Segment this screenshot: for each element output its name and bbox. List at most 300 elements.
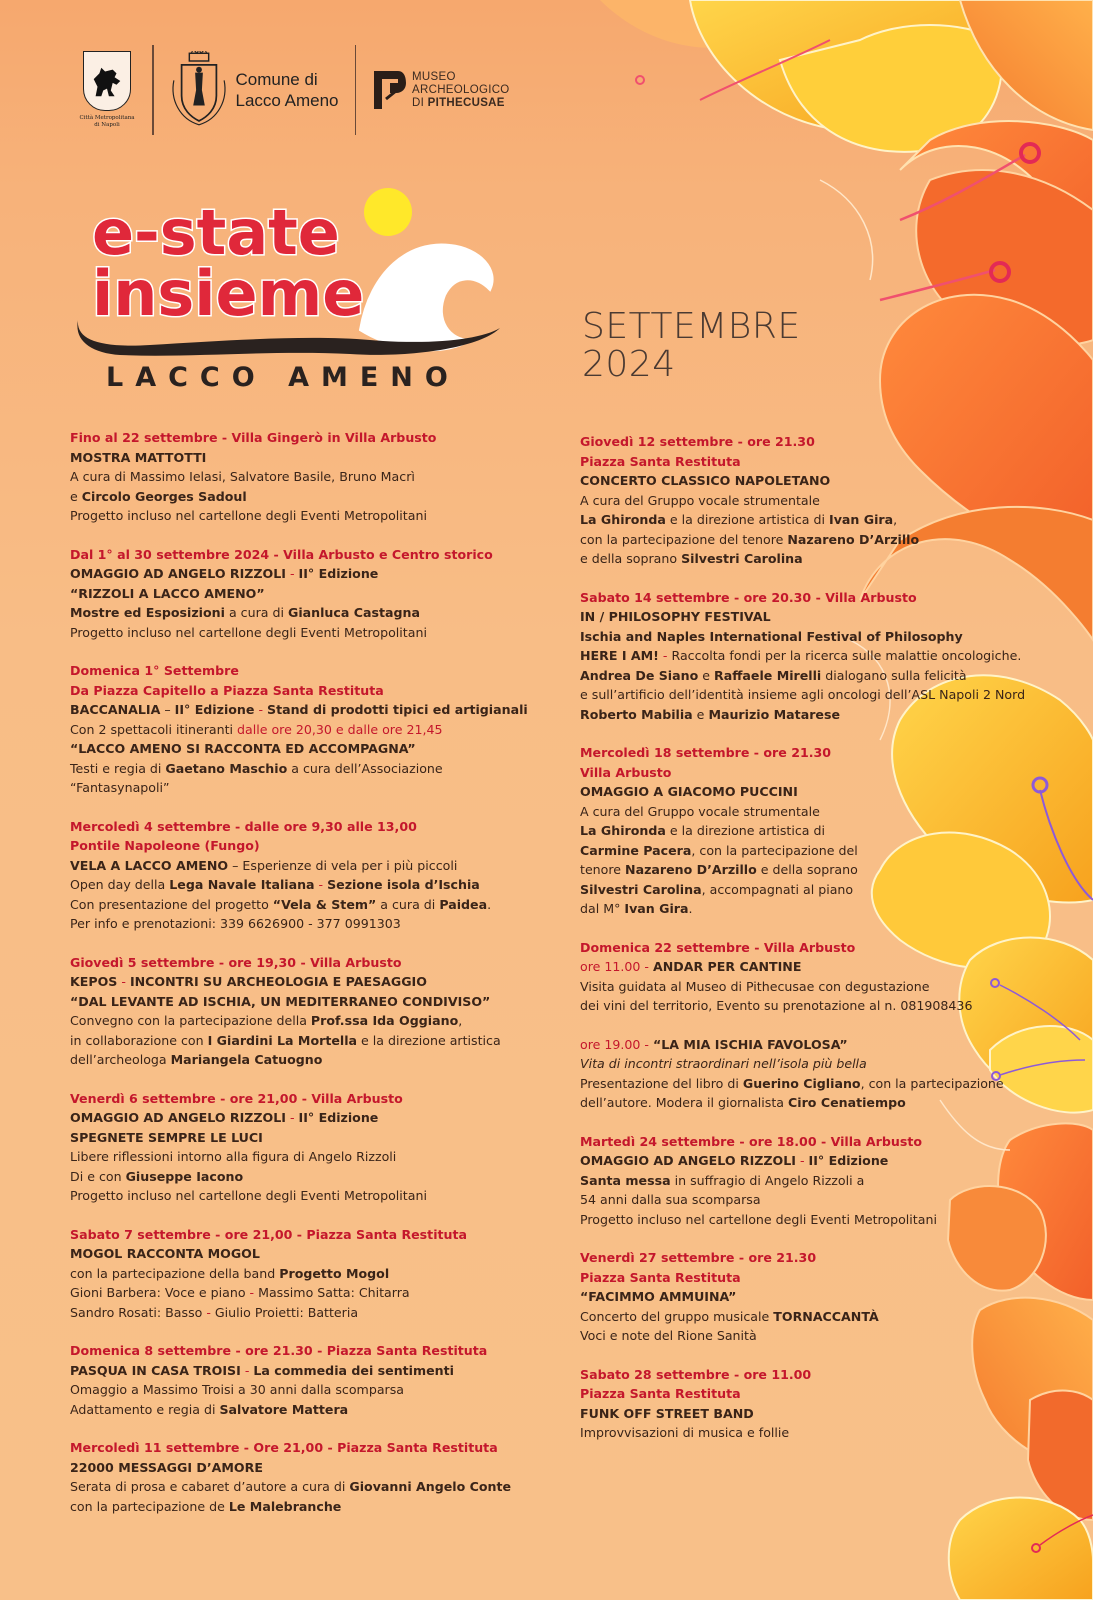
event-line (70, 1303, 550, 1323)
event-line (580, 685, 1050, 705)
event-text: in collaborazione con (70, 1032, 208, 1048)
event-text: Pontile Napoleone (Fungo) (70, 838, 260, 853)
event-text: , con la partecipazione del (691, 842, 858, 858)
month-year: 2024 (582, 344, 676, 385)
event-line (580, 646, 1050, 666)
event-text: Domenica 1° Settembre (70, 663, 239, 678)
event-block (580, 1248, 1050, 1346)
event-text: dell’archeologa (70, 1052, 171, 1067)
museo-line2: ARCHEOLOGICO (412, 83, 510, 96)
event-text: Vita di incontri straordinari nell’isola più bella (580, 1056, 867, 1071)
horse-icon (83, 51, 131, 111)
event-header (70, 545, 550, 565)
event-text: Dal 1° al 30 settembre 2024 (70, 546, 270, 562)
event-header (580, 938, 1050, 958)
event-block (580, 1035, 1050, 1113)
event-text: Nazareno D’Arzillo (625, 862, 757, 877)
event-text: La commedia dei sentimenti (253, 1362, 454, 1378)
event-text: Voci e note del Rione Sanità (580, 1328, 757, 1343)
event-text: ore 21,00 (229, 1090, 298, 1106)
event-text: Libere riflessioni intorno alla figura di Angelo Rizzoli (70, 1149, 397, 1164)
event-text: ore 20.30 (743, 589, 812, 605)
event-text: Fino al 22 settembre (70, 430, 218, 445)
event-line (70, 1031, 550, 1051)
event-text: - (231, 1343, 246, 1358)
event-text: IN / PHILOSOPHY FESTIVAL (580, 609, 771, 624)
event-text: Villa Gingerò in Villa Arbusto (231, 430, 437, 445)
event-text: La Ghironda (580, 823, 666, 838)
event-text: PASQUA IN CASA TROISI (70, 1362, 241, 1378)
event-text: Venerdì 6 settembre (70, 1090, 216, 1106)
event-line (580, 782, 1050, 802)
event-line (70, 603, 550, 623)
museo-line3: DI PITHECUSAE (412, 96, 505, 109)
event-text: Villa Arbusto (310, 954, 402, 970)
event-text: OMAGGIO A GIACOMO PUCCINI (580, 784, 798, 799)
event-line (70, 681, 550, 701)
event-line (70, 467, 550, 487)
event-text: ore 21.30 (763, 745, 832, 760)
event-text: ore 19,30 (228, 954, 297, 970)
event-text: Giovedì 5 settembre (70, 954, 215, 970)
event-line (70, 1186, 550, 1206)
event-text: - (240, 1362, 254, 1378)
event-text: Giuseppe Iacono (125, 1168, 244, 1184)
event-header (580, 1248, 1050, 1268)
event-text: Piazza Santa Restituta (580, 453, 741, 469)
museo-logo (372, 69, 510, 111)
event-text: Open day della (70, 877, 170, 892)
event-line (70, 856, 550, 876)
event-line (70, 914, 550, 934)
event-text: , accompagnati al piano (701, 881, 854, 897)
museo-mark-icon (372, 69, 406, 111)
event-text: a cura di (376, 896, 440, 912)
event-text: , (893, 512, 898, 527)
month-name: SETTEMBRE (582, 306, 801, 347)
event-text: Progetto incluso nel cartellone degli Eventi Metropolitani (70, 1188, 427, 1203)
event-text: - (214, 954, 229, 970)
divider (355, 45, 357, 135)
event-line (70, 584, 550, 604)
event-text: Mostre ed Esposizioni (70, 605, 225, 620)
event-text: Lega Navale Italiana (169, 877, 315, 892)
event-text: Progetto incluso nel cartellone degli Eventi Metropolitani (580, 1211, 937, 1227)
event-text: - (734, 1250, 749, 1265)
event-block (70, 428, 550, 526)
event-text: dell’autore. Modera il giornalista (580, 1095, 789, 1110)
event-text: - (658, 648, 672, 663)
event-text: Villa Arbusto (580, 764, 672, 780)
event-text: . (688, 901, 693, 916)
event-text: VELA A LACCO AMENO (70, 857, 229, 873)
event-text: Giovedì 12 settembre (580, 434, 734, 449)
event-text: - (749, 939, 764, 955)
event-line (580, 1151, 1050, 1171)
event-header (70, 1225, 550, 1245)
event-line (70, 564, 550, 584)
event-text: Prof.ssa Ida Oggiano (310, 1013, 459, 1028)
event-text: Maurizio Matarese (708, 706, 840, 722)
event-block (70, 1341, 550, 1419)
event-text: - (729, 589, 744, 605)
event-line (70, 506, 550, 526)
event-text: 22000 MESSAGGI D’AMORE (70, 1459, 263, 1475)
event-block (580, 432, 1050, 569)
event-text: Visita guidata al Museo di Pithecusae con degustazione (580, 978, 930, 994)
event-text: - (230, 818, 245, 834)
event-line (70, 1477, 550, 1497)
event-line (70, 700, 550, 720)
event-text: OMAGGIO AD ANGELO RIZZOLI (70, 566, 286, 581)
event-line (580, 1384, 1050, 1404)
event-text: “LACCO AMENO SI RACCONTA ED ACCOMPAGNA” (70, 741, 416, 756)
event-text: Adattamento e regia di (70, 1401, 220, 1417)
event-text: ore 11.00 (743, 1366, 812, 1382)
event-text: Sezione isola d’Ischia (327, 877, 480, 892)
event-text: II° Edizione (298, 566, 379, 581)
event-text: e la direzione artistica (357, 1032, 501, 1048)
event-text: , (458, 1013, 463, 1028)
event-text: ore 21,00 (224, 1226, 293, 1242)
event-text: Silvestri Carolina (580, 881, 702, 897)
event-text: Gioni Barbera: Voce e piano (70, 1285, 246, 1300)
event-text: “FACIMMO AMMUINA” (580, 1289, 737, 1304)
event-text: II° Edizione (174, 702, 255, 717)
event-text: - (215, 1090, 230, 1106)
event-text: Silvestri Carolina (681, 551, 803, 566)
event-text: - (733, 434, 748, 449)
event-text: - (210, 1226, 225, 1242)
event-text: Salvatore Mattera (219, 1401, 349, 1417)
event-line (580, 1171, 1050, 1191)
header-logos (78, 40, 510, 140)
event-text: ore 21.30 (245, 1343, 313, 1358)
event-line (580, 510, 1050, 530)
event-line (70, 1283, 550, 1303)
event-header (580, 1365, 1050, 1385)
event-text: CONCERTO CLASSICO NAPOLETANO (580, 473, 831, 488)
event-text: - (734, 1133, 749, 1149)
event-text: Raffaele Mirelli (714, 667, 822, 683)
event-text: e della soprano (756, 862, 858, 877)
event-line (70, 1128, 550, 1148)
event-header (70, 661, 550, 681)
event-text: Gianluca Castagna (287, 605, 420, 620)
event-text: Ivan Gira (829, 512, 894, 527)
event-line (580, 1404, 1050, 1424)
event-line (70, 1050, 550, 1070)
event-text: - (314, 877, 328, 892)
event-line (70, 759, 550, 779)
event-text: Carmine Pacera (580, 842, 692, 858)
event-text: e (692, 706, 709, 722)
event-text: tenore (580, 862, 626, 877)
event-text: - (292, 1226, 307, 1242)
event-text: - (640, 1036, 653, 1052)
event-line (580, 1093, 1050, 1113)
event-text: SPEGNETE SEMPRE LE LUCI (70, 1129, 263, 1145)
event-text: “RIZZOLI A LACCO AMENO” (70, 585, 265, 601)
event-text: MOSTRA MATTOTTI (70, 449, 207, 465)
event-text: Villa Arbusto (825, 589, 917, 605)
event-line (580, 1307, 1050, 1327)
event-line (70, 1400, 550, 1420)
event-line (70, 895, 550, 915)
event-block (70, 953, 550, 1070)
event-text: - (239, 1440, 254, 1455)
event-text: Progetto incluso nel cartellone degli Eventi Metropolitani (70, 508, 427, 523)
event-line (70, 778, 550, 798)
event-text: – (160, 702, 175, 717)
event-text: con la partecipazione de (70, 1498, 229, 1514)
event-text: “Vela & Stem” (272, 896, 377, 912)
event-block (70, 1089, 550, 1206)
event-text: dialogano sulla felicità (821, 667, 967, 683)
event-block (70, 661, 550, 798)
event-text: Le Malebranche (228, 1498, 342, 1514)
event-text: Villa Arbusto e Centro storico (283, 546, 493, 562)
event-line (580, 802, 1050, 822)
event-text: Mercoledì 11 settembre (70, 1440, 240, 1455)
event-text: Domenica 8 settembre (70, 1343, 232, 1358)
event-text: - (795, 1153, 809, 1168)
metro-caption: Città Metropolitana di Napoli (79, 115, 135, 128)
event-line (70, 739, 550, 759)
event-text: Con presentazione del progetto (70, 896, 273, 912)
event-text: Sandro Rosati: Basso (70, 1304, 203, 1320)
event-block (580, 938, 1050, 1016)
event-text: - (202, 1304, 215, 1320)
event-text: Concerto del gruppo musicale (580, 1308, 774, 1324)
event-text: Giulio Proietti: Batteria (214, 1304, 359, 1320)
event-text: FUNK OFF STREET BAND (580, 1405, 754, 1421)
event-text: - (269, 546, 284, 562)
event-text: Serata di prosa e cabaret d’autore a cura di (70, 1479, 350, 1494)
event-line (580, 1074, 1050, 1094)
event-text: “DAL LEVANTE AD ISCHIA, UN MEDITERRANEO CONDIVISO” (70, 993, 491, 1009)
event-text: - (811, 589, 826, 605)
event-line (580, 763, 1050, 783)
event-text: ore 19.00 (580, 1036, 641, 1052)
event-line (70, 1147, 550, 1167)
event-text: A cura del Gruppo vocale strumentale (580, 803, 820, 819)
event-text: Da Piazza Capitello a Piazza Santa Restituta (70, 682, 384, 698)
event-text: Gaetano Maschio (165, 760, 288, 776)
event-header (70, 953, 550, 973)
event-line (70, 720, 550, 740)
event-header (580, 432, 1050, 452)
comune-logo (170, 51, 339, 129)
event-text: Improvvisazioni di musica e follie (580, 1425, 790, 1440)
event-text: Piazza Santa Restituta (326, 1343, 488, 1358)
event-text: Mercoledì 4 settembre (70, 818, 231, 834)
event-text: ANDAR PER CANTINE (652, 959, 802, 974)
event-text: - (323, 1440, 338, 1455)
event-text: Roberto Mabilia (580, 706, 693, 722)
event-block (70, 817, 550, 934)
event-block (580, 743, 1050, 919)
event-line (70, 1108, 550, 1128)
event-text: INCONTRI SU ARCHEOLOGIA E PAESAGGIO (129, 974, 427, 989)
event-text: “LA MIA ISCHIA FAVOLOSA” (652, 1036, 848, 1052)
event-text: Domenica 22 settembre (580, 939, 750, 955)
event-text: Paidea (439, 896, 488, 912)
event-text: La Ghironda (580, 512, 666, 527)
event-text: A cura del Gruppo vocale strumentale (580, 492, 820, 508)
event-line (70, 487, 550, 507)
event-line (70, 1244, 550, 1264)
event-text: Giovanni Angelo Conte (349, 1479, 512, 1494)
event-text: Santa messa (580, 1172, 671, 1188)
event-line (580, 666, 1050, 686)
event-text: . (487, 896, 492, 912)
event-text: Per info e prenotazioni: 339 6626900 - 377 0991303 (70, 916, 401, 931)
event-text: Piazza Santa Restituta (580, 1386, 741, 1401)
event-text: con la partecipazione del tenore (580, 531, 788, 547)
event-text: ore 11.00 (580, 959, 641, 974)
event-text: e la direzione artistica di (665, 823, 826, 838)
event-line (70, 1011, 550, 1031)
event-text: Convegno con la partecipazione della (70, 1013, 311, 1028)
event-text: - (217, 430, 232, 445)
event-text: - (729, 1366, 744, 1382)
event-header (70, 1341, 550, 1361)
event-line (580, 530, 1050, 550)
event-text: Piazza Santa Restituta (306, 1226, 468, 1242)
event-text: Omaggio a Massimo Troisi a 30 anni dalla scomparsa (70, 1382, 404, 1397)
month-label (582, 308, 801, 384)
event-text: Circolo Georges Sadoul (81, 488, 247, 504)
event-text: I Giardini La Mortella (207, 1032, 358, 1048)
event-line (580, 705, 1050, 725)
event-text: Sabato 7 settembre (70, 1226, 211, 1242)
event-text: e sull’artificio dell’identità insieme agli oncologi dell’ASL Napoli 2 Nord (580, 687, 1026, 702)
event-text: Ore 21,00 (253, 1440, 324, 1455)
event-text: Progetto incluso nel cartellone degli Eventi Metropolitani (70, 624, 427, 640)
events-left-column (70, 428, 550, 1535)
event-text: Raccolta fondi per la ricerca sulle malattie oncologiche. (671, 648, 1022, 663)
event-line (580, 1268, 1050, 1288)
event-text: - (254, 702, 267, 717)
event-text: ore 21.30 (748, 1250, 817, 1265)
crest-icon (170, 51, 228, 129)
title-subtitle: LACCO AMENO (106, 362, 460, 393)
event-text: Martedì 24 settembre (580, 1133, 735, 1149)
event-text: Con 2 spettacoli itineranti (70, 721, 238, 737)
event-line (580, 821, 1050, 841)
event-line (580, 1190, 1050, 1210)
event-line (70, 623, 550, 643)
event-text: - (296, 954, 311, 970)
event-line (580, 491, 1050, 511)
event-text: Ciro Cenatiempo (788, 1095, 906, 1110)
event-text: - (117, 974, 130, 989)
event-text: – Esperienze di vela per i più piccoli (228, 857, 458, 873)
event-line (580, 880, 1050, 900)
event-line (580, 996, 1050, 1016)
event-block (70, 1225, 550, 1323)
event-line (70, 1497, 550, 1517)
event-header (70, 1438, 550, 1458)
event-line (580, 1423, 1050, 1443)
event-line (70, 1361, 550, 1381)
event-line (580, 1326, 1050, 1346)
event-text: - (816, 1133, 831, 1149)
event-text: OMAGGIO AD ANGELO RIZZOLI (580, 1153, 796, 1168)
event-text: - (312, 1343, 327, 1358)
event-text: e (698, 667, 715, 683)
event-block (580, 1365, 1050, 1443)
event-text: Massimo Satta: Chitarra (258, 1285, 410, 1300)
event-text: ore 18.00 (748, 1133, 817, 1149)
event-line (580, 1210, 1050, 1230)
event-text: Andrea De Siano (580, 667, 699, 683)
title-line1: e-state (92, 196, 340, 269)
event-text: Piazza Santa Restituta (580, 1269, 741, 1285)
event-block (70, 545, 550, 643)
event-line (70, 1458, 550, 1478)
divider (152, 45, 154, 135)
title-logo (70, 180, 510, 400)
event-text: ore 21.30 (747, 434, 815, 449)
event-line (70, 836, 550, 856)
event-header (580, 1035, 1050, 1055)
event-text: Di e con (70, 1168, 126, 1184)
event-block (70, 1438, 550, 1516)
event-text: Guerino Cigliano (742, 1075, 861, 1091)
event-text: Mercoledì 18 settembre (580, 745, 750, 760)
event-text: Ivan Gira (624, 901, 689, 916)
event-line (70, 1380, 550, 1400)
comune-line1: Comune di (235, 70, 318, 89)
event-text: TORNACCANTÀ (773, 1308, 879, 1324)
event-text: OMAGGIO AD ANGELO RIZZOLI (70, 1110, 286, 1125)
event-text: - (640, 959, 653, 974)
event-line (70, 992, 550, 1012)
event-text: HERE I AM! (580, 648, 659, 663)
event-text: a cura di (224, 605, 288, 620)
event-line (580, 1287, 1050, 1307)
event-text: dalle ore 20,30 e dalle ore 21,45 (237, 721, 443, 737)
event-text: “Fantasynapoli” (70, 780, 170, 795)
event-line (580, 899, 1050, 919)
event-text: dalle ore 9,30 alle 13,00 (244, 818, 417, 834)
event-text: e della soprano (580, 551, 682, 566)
event-block (580, 1132, 1050, 1230)
event-text: - (285, 1110, 299, 1125)
event-line (580, 627, 1050, 647)
comune-line2: Lacco Ameno (235, 91, 339, 110)
event-text: KEPOS (70, 974, 118, 989)
event-text: - (245, 1285, 259, 1300)
event-text: Villa Arbusto (311, 1090, 403, 1106)
event-text: dei vini del territorio, Evento su prenotazione al n. 081908436 (580, 998, 973, 1013)
museo-line1: MUSEO (412, 70, 456, 83)
event-text: - (749, 745, 764, 760)
event-text: in suffragio di Angelo Rizzoli a (670, 1172, 865, 1188)
event-text: Villa Arbusto (830, 1133, 923, 1149)
event-text: dal M° (580, 901, 625, 916)
event-header (580, 743, 1050, 763)
event-text: a cura dell’Associazione (287, 760, 443, 776)
event-text: - (285, 566, 299, 581)
event-text: Sabato 14 settembre (580, 589, 730, 605)
event-text: A cura di Massimo Ielasi, Salvatore Basile, Bruno Macrì (70, 469, 415, 484)
event-text: , con la partecipazione (860, 1075, 1004, 1091)
event-line (580, 860, 1050, 880)
event-line (580, 957, 1050, 977)
